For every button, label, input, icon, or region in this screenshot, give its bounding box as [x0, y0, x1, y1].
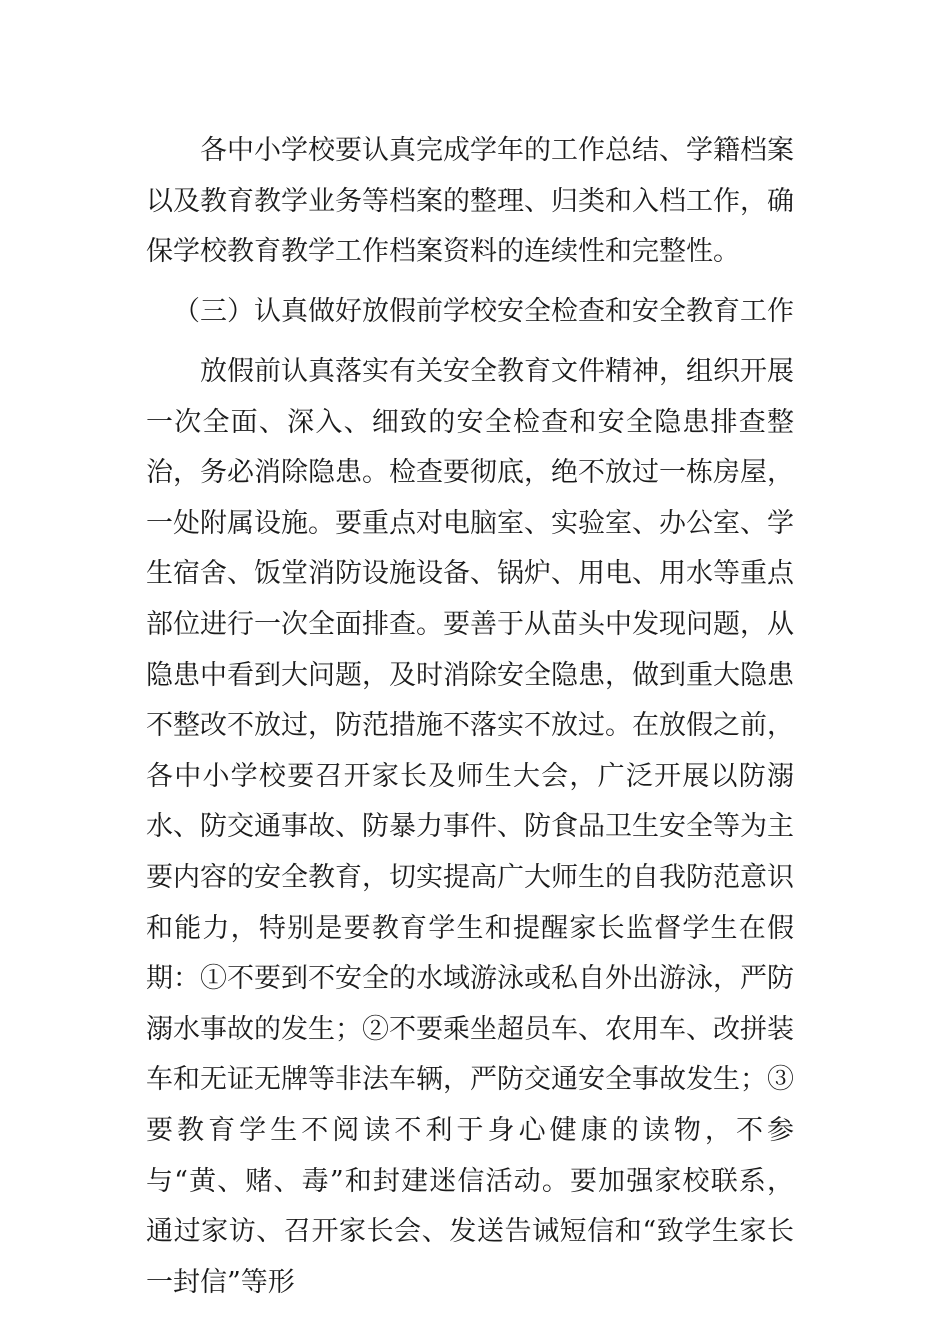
safety-paragraph: 放假前认真落实有关安全教育文件精神，组织开展一次全面、深入、细致的安全检查和安全隐患排查整治，务必消除隐患。检查要彻底，绝不放过一栋房屋，一处附属设施。要重点对电脑室、实验室、办公室、学生宿舍、饭堂消防设施设备、锅炉、用电、用水等重点部位进行一次全面排查。要善于从苗头中发现问题，从隐患中看到大问题，及时消除安全隐患，做到重大隐患不整改不放过，防范措施不落实不放过。在放假之前，各中小学校要召开家长及师生大会，广泛开展以防溺水、防交通事故、防暴力事件、防食品卫生安全等为主要内容的安全教育，切实提高广大师生的自我防范意识和能力，特别是要教育学生和提醒家长监督学生在假期：①不要到不安全的水域游泳或私自外出游泳，严防溺水事故的发生；②不要乘坐超员车、农用车、改拼装车和无证无牌等非法车辆，严防交通安全事故发生；③要教育学生不阅读不利于身心健康的读物，不参与“黄、赌、毒”和封建迷信活动。要加强家校联系，通过家访、召开家长会、发送告诫短信和“致学生家长一封信”等形	[146, 356, 794, 1298]
section-heading: （三）认真做好放假前学校安全检查和安全教育工作	[173, 296, 794, 327]
archive-paragraph: 各中小学校要认真完成学年的工作总结、学籍档案以及教育教学业务等档案的整理、归类和入档工作，确保学校教育教学工作档案资料的连续性和完整性。	[146, 135, 794, 268]
